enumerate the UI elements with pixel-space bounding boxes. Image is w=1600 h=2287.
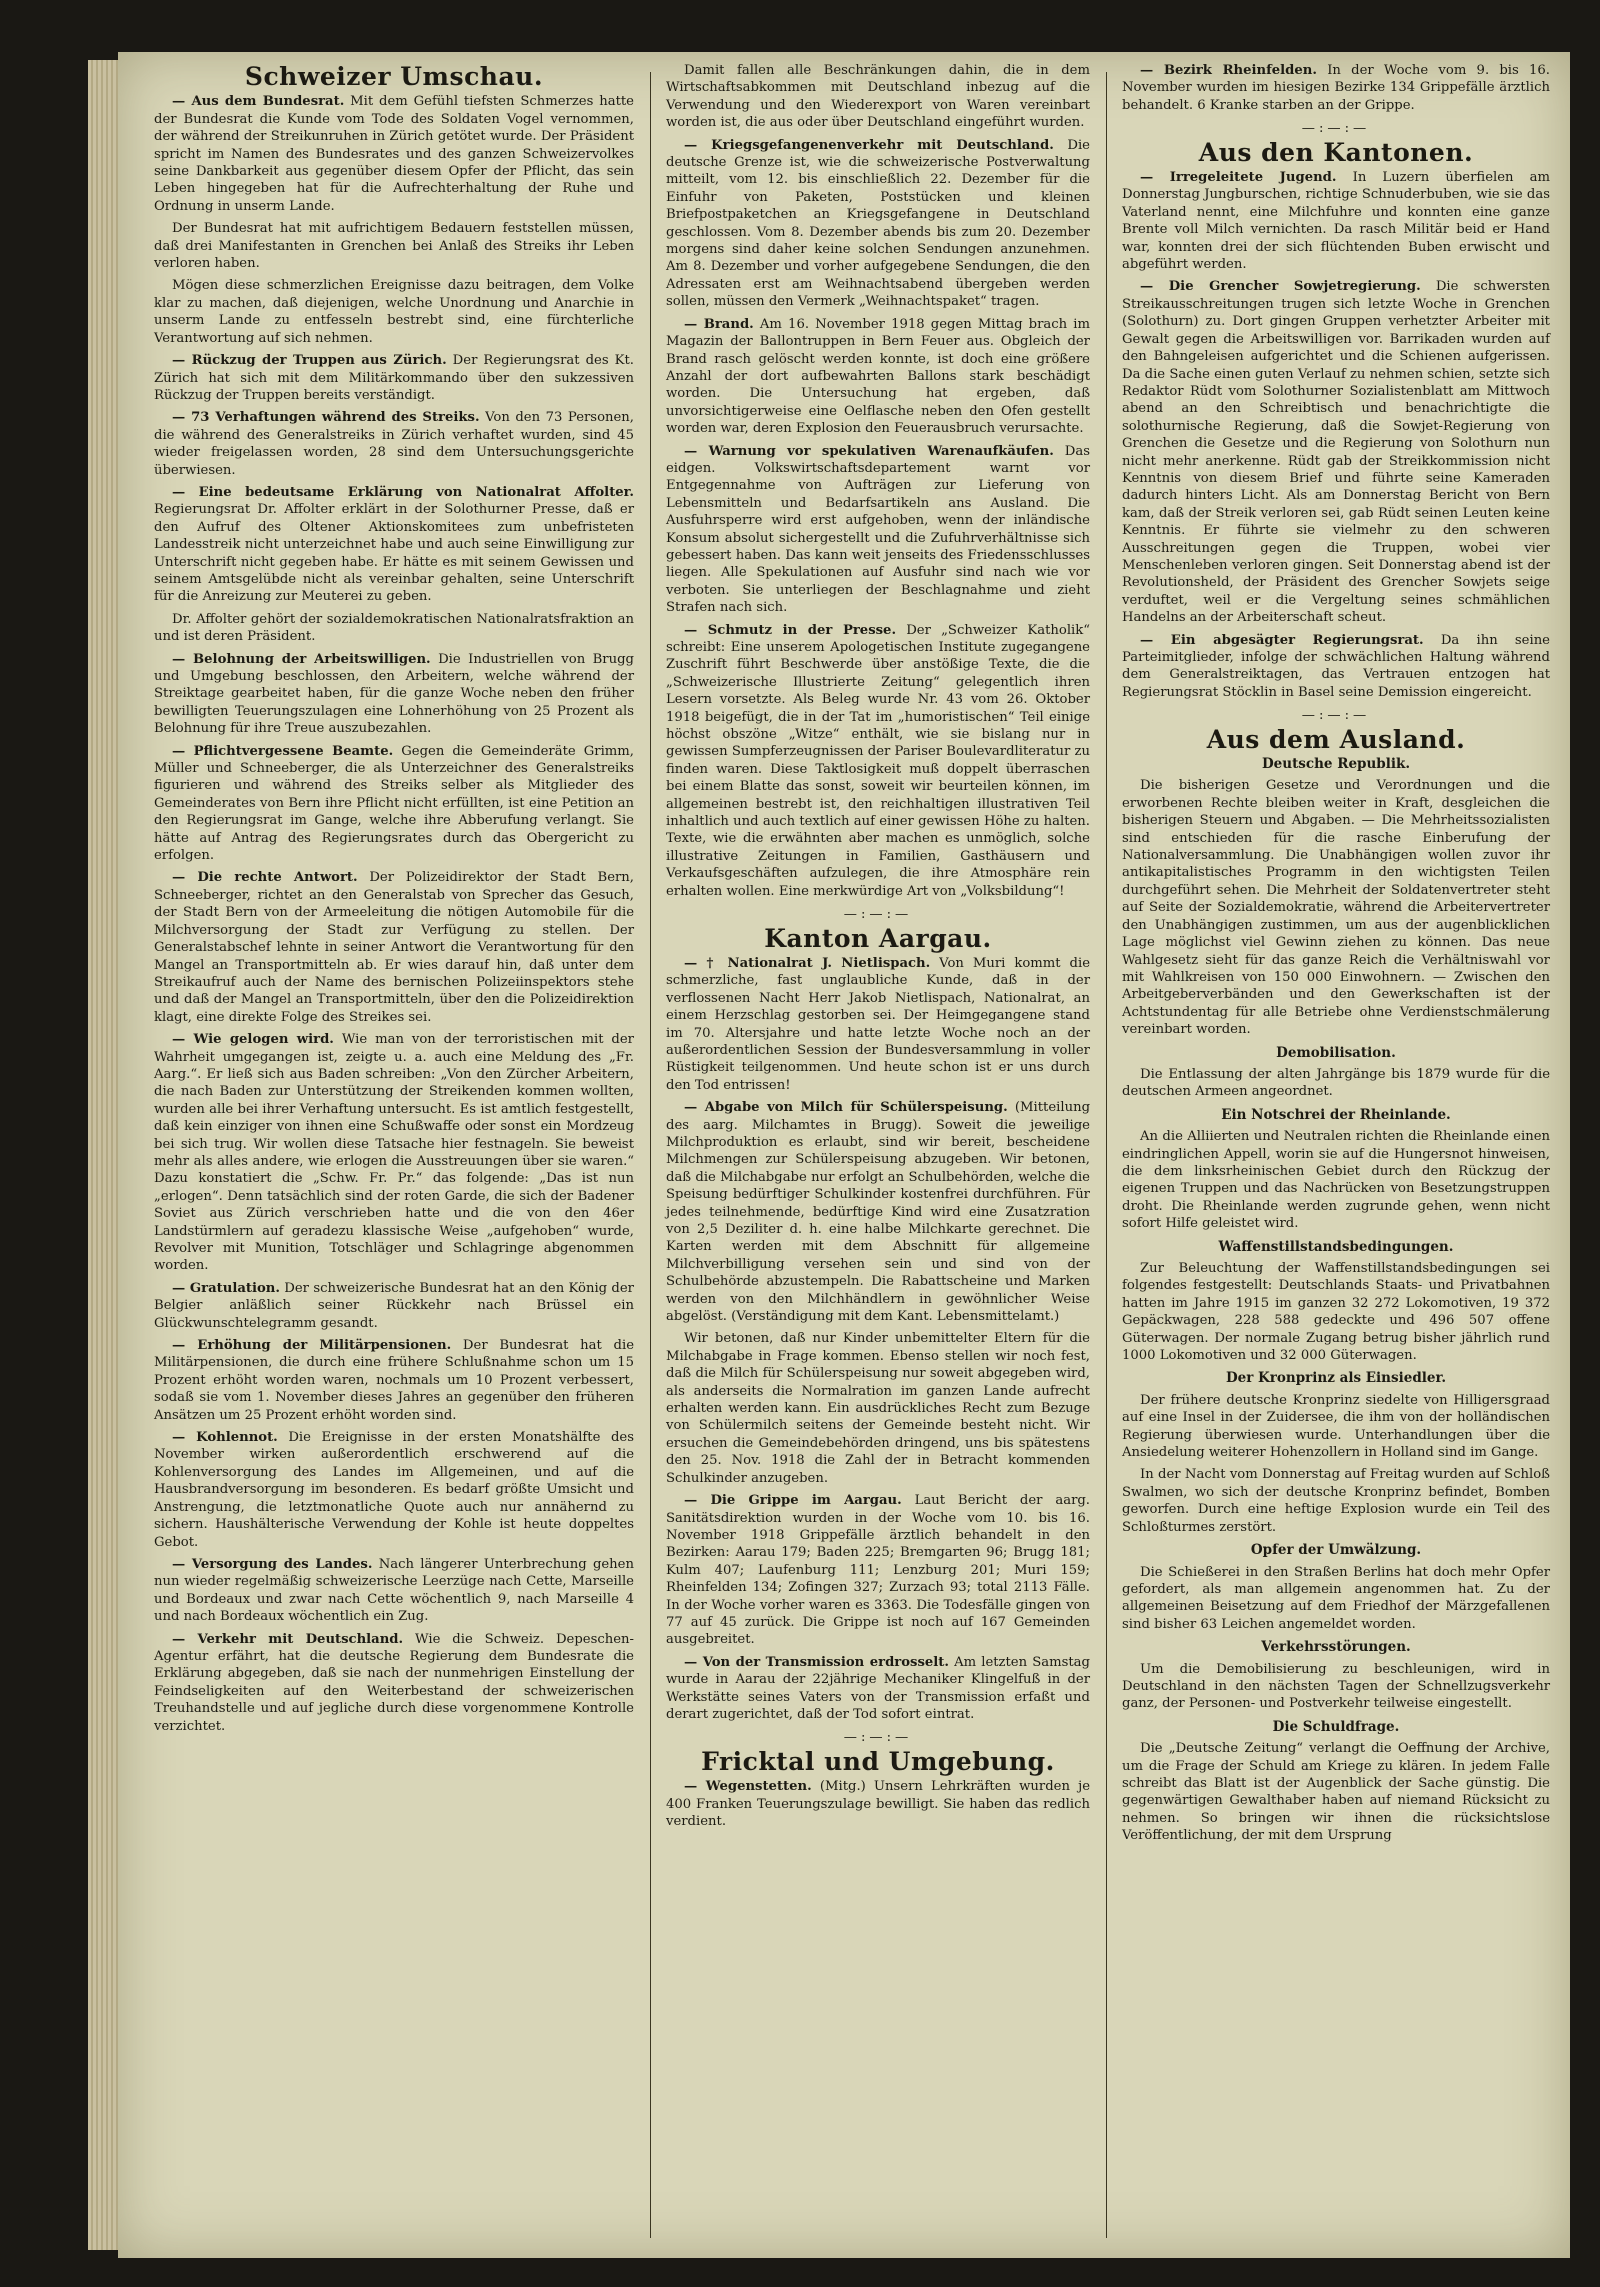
article-lead: — Verkehr mit Deutschland. [172,1631,404,1647]
article-paragraph [154,484,634,606]
article-paragraph [154,277,634,347]
subheading: Verkehrsstörungen. [1261,1639,1411,1656]
subheading: Waffenstillstandsbedingungen. [1218,1238,1454,1255]
article-paragraph [666,1654,1090,1724]
column-rule [650,72,651,2238]
article-lead: — Versorgung des Landes. [172,1556,373,1572]
article-text: Der frühere deutsche Kronprinz siedelte von Hilligersgraad auf eine Insel in der Zuidersee, die ihm von der holländischen Regierung überwiesen wurde. Unterhandlungen über die Ansiedelung weiterer Hohenzollern in Holland sind im Gange. [1122,1392,1550,1461]
article-text: Da ihn seine Parteimitglieder, infolge der schwächlichen Haltung während dem Generalstreiktagen, das Vertrauen entzogen hat Regierungsrat Stöcklin in Basel seine Demission eingereicht. [1122,632,1550,700]
article-text: Der Polizeidirektor der Stadt Bern, Schneeberger, richtet an den Generalstab von Sprecher das Gesuch, der Stadt Bern von der Armeeleitung die nötigen Automobile für die Milchversorgung der Stadt zur Verfügung zu stellen. Der Generalstabschef lehnte in seiner Antwort die Verantwortung für den Mangel an Transportmitteln ab. Er wies darauf hin, daß unter dem Streikaufruf auch der Name des bernischen Polizeiinspektors stehe und daß der Mangel an Transportmitteln, über den die Polizeidirektion klagt, eine direkte Folge des Streikes sei. [154,870,634,1025]
article-text: (Mitteilung des aarg. Milchamtes in Brugg). Soweit die jeweilige Milchproduktion es erlaubt, sind wir bereit, bescheidene Milchmengen zur Schülerspeisung abzugeben. Wir betonen, daß die Milchabgabe nur erfolgt an Schulbehörden, welche die Speisung bedürftiger Schulkinder kostenfrei durchführen. Für jedes teilnehmende, bedürftige Kind wird eine Zusatzration von 2,5 Deziliter d. h. eine halbe Milchkarte gerechnet. Die Karten werden mit dem Abschnitt für allgemeine Milchverbilligung versehen sein und sind von der Schulbehörde abzustempeln. Die Rabattscheine und Marken werden von den Milchhändlern in gewöhnlicher Weise abgelöst. (Verständigung mit dem Kant. Lebensmittelamt.) [666,1100,1091,1325]
article-paragraph [666,316,1090,438]
article-paragraph [666,622,1090,901]
article-list [1122,1260,1550,1364]
article-lead: — Warnung vor spekulativen Warenaufkäufen. [684,443,1054,459]
article-text: Wie die Schweiz. Depeschen-Agentur erfährt, hat die deutsche Regierung dem Bundesrate die Erklärung abgegeben, daß sie nach der nunmehrigen Einstellung der Feindseligkeiten auf den Weiterbestand der schweizerischen Treuhandstelle und auf jegliche durch diese vorgenommene Kontrolle verzichtet. [154,1631,634,1734]
article-paragraph [154,869,634,1026]
article-text: In der Nacht vom Donnerstag auf Freitag wurden auf Schloß Swalmen, wo sich der deutsche Kronprinz befindet, Bomben geworfen. Durch eine heftige Explosion wurde ein Teil des Schloßturmes zerstört. [1122,1467,1550,1535]
article-text: Dr. Affolter gehört der sozialdemokratischen Nationalratsfraktion an und ist deren Präsident. [154,611,634,645]
article-paragraph [154,1556,634,1626]
article-list [154,93,634,1735]
subheading: Die Schuldfrage. [1272,1718,1400,1735]
article-paragraph [666,443,1090,617]
article-text: An die Alliierten und Neutralen richten die Rheinlande einen eindringlichen Appell, worin sie auf die Hungersnot hinweisen, die dem linksrheinischen Gebiet durch den Rückzug der eigenen Truppen und das Nachrücken von Besetzungstruppen droht. Die Rheinlande werden zugrunde gehen, wenn nicht sofort Hilfe geleistet wird. [1122,1129,1550,1232]
separator: —:—:— [1301,121,1371,137]
article-list [1122,1066,1550,1101]
article-text: Regierungsrat Dr. Affolter erklärt in der Solothurner Presse, daß er den Aufruf des Oltener Aktionskomitees zum unbefristeten Landesstreik nicht unterzeichnet habe und auch seine Einwilligung zur Unterschrift nicht gegeben habe. Er hätte es mit seinem Gewissen und seinem Amtsgelübde nicht als vereinbar gehalten, seine Unterschrift für die Anreizung zur Meuterei zu geben. [154,502,634,605]
article-paragraph [666,1778,1090,1830]
article-text: Um die Demobilisierung zu beschleunigen, wird in Deutschland in den nächsten Tagen der Schnellzugsverkehr ganz, der Personen- und Postverkehr teilweise eingestellt. [1122,1661,1550,1712]
column-1 [154,62,634,1740]
article-paragraph [154,93,634,215]
article-lead: — Wie gelogen wird. [172,1032,334,1048]
article-list [1122,169,1550,701]
article-text: Mit dem Gefühl tiefsten Schmerzes hatte der Bundesrat die Kunde vom Tode des Soldaten Vogel vernommen, der während der Streikunruhen in Zürich getötet wurde. Der Präsident spricht im Namen des Bundesrates und des ganzen Schweizervolkes seine Dankbarkeit aus gegenüber diesem Opfer der Pflicht, das sein Leben hingegeben hat für die Aufrechterhaltung der Ruhe und Ordnung in unserm Lande. [154,94,634,214]
article-text: Wir betonen, daß nur Kinder unbemittelter Eltern für die Milchabgabe in Frage kommen. Ebenso stellen wir noch fest, daß die Milch für Schülerspeisung nur soweit abgegeben wird, als anderseits die Normalration im ganzen Lande aufrecht erhalten werden kann. Ein ausdrückliches Recht zum Bezuge von Schülermilch seitens der Gemeinde besteht nicht. Wir ersuchen die Gemeindebehörden dringend, uns bis spätestens den 25. Nov. 1918 die Zahl der in Betracht kommenden Schulkinder anzugeben. [666,1331,1090,1486]
article-text: Die deutsche Grenze ist, wie die schweizerische Postverwaltung mitteilt, vom 12. bis einschließlich 22. Dezember für die Einfuhr von Paketen, Poststücken und kleinen Briefpostpaketchen an Kriegsgefangene in Deutschland geschlossen. Vom 8. Dezember abends bis zum 20. Dezember morgens sind daher keine solchen Sendungen anzunehmen. Am 8. Dezember und vorher aufgegebene Sendungen, die den Adressaten erst am Weihnachtsabend übergeben werden sollen, müssen den Vermerk „Weihnachtspaket“ tragen. [666,137,1090,310]
section-heading: Aus den Kantonen. [1198,137,1474,167]
article-lead: — Die rechte Antwort. [172,870,358,886]
article-text: Die „Deutsche Zeitung“ verlangt die Oeffnung der Archive, um die Frage der Schuld am Kriege zu klären. In jedem Falle schreibt das Blatt ist der Augenblick der Sache günstig. Die gegenwärtigen Gewalthaber haben auf niemand Rücksicht zu nehmen. So bringen wir ihnen die rücksichtslose Veröffentlichung, der mit dem Ursprung [1122,1741,1550,1844]
article-paragraph [1122,777,1550,1038]
article-lead: — Erhöhung der Militärpensionen. [172,1338,452,1354]
article-text: Mögen diese schmerzlichen Ereignisse dazu beitragen, dem Volke klar zu machen, daß diejenigen, welche Unordnung und Anarchie in unserm Lande zu entfesseln bestrebt sind, eine fürchterliche Verantwortung auf sich nehmen. [154,278,634,346]
article-list [1122,777,1550,1038]
article-text: (Mitg.) Unsern Lehrkräften wurden je 400 Franken Teuerungszulage bewilligt. Sie haben das redlich verdient. [666,1779,1090,1829]
article-list [666,955,1090,1723]
section-heading: Schweizer Umschau. [244,62,544,91]
article-text: Der schweizerische Bundesrat hat an den König der Belgier anläßlich seiner Rückkehr nach Brüssel ein Glückwunschtelegramm gesandt. [154,1280,634,1331]
article-paragraph [154,1429,634,1551]
article-list [1122,1740,1550,1844]
article-lead: — Ein abgesägter Regierungsrat. [1140,632,1424,648]
article-paragraph [154,409,634,479]
article-text: Der Bundesrat hat die Militärpensionen, die durch eine frühere Schlußnahme schon um 15 Prozent erhöht worden waren, nochmals um 10 Prozent verbessert, sodaß sie vom 1. November dieses Jahres an gegenüber den früheren Ansätzen um 25 Prozent erhöht worden sind. [154,1338,635,1423]
article-paragraph [1122,1066,1550,1101]
article-paragraph [1122,632,1550,702]
article-text: Von Muri kommt die schmerzliche, fast unglaubliche Kunde, daß in der verflossenen Nacht Herr Jakob Nietlispach, Nationalrat, an einem Herzschlag gestorben sei. Der Heimgegangene stand im 70. Altersjahre und hatte letzte Woche noch an der außerordentlichen Session der Bundesversammlung in voller Rüstigkeit teilgenommen. Und heute schon ist er uns durch den Tod entrissen! [666,955,1090,1093]
article-lead: — Bezirk Rheinfelden. [1140,63,1317,78]
article-text: Die Entlassung der alten Jahrgänge bis 1879 wurde für die deutschen Armeen angeordnet. [1122,1066,1550,1100]
article-paragraph [666,1099,1090,1325]
article-lead: — Pflichtvergessene Beamte. [172,743,394,759]
article-paragraph [154,1031,634,1275]
article-paragraph [154,651,634,738]
article-lead: — Kriegsgefangenenverkehr mit Deutschland. [684,137,1054,153]
article-text: Zur Beleuchtung der Waffenstillstandsbedingungen sei folgendes festgestellt: Deutschlands Staats- und Privatbahnen hatten im Jahre 1915 im ganzen 32 272 Lokomotiven, 19 372 Gepäckwagen, 228 588 gedeckte und 496 507 offene Güterwagen. Der normale Zugang betrug bisher jährlich rund 1000 Lokomotiven und 32 000 Güterwagen. [1122,1261,1550,1364]
article-paragraph [154,611,634,646]
article-list [1122,1564,1550,1634]
article-text: Das eidgen. Volkswirtschaftsdepartement warnt vor Entgegennahme von Aufträgen zur Lieferung von Lebensmitteln und Bedarfsartikeln ans Ausland. Die Ausfuhrsperre wird erst aufgehoben, wenn der inländische Konsum absolut sichergestellt und die Zufuhrverhältnisse sich gebessert haben. Das kann weit jenseits des Friedensschlusses liegen. Alle Spekulationen auf Ausfuhr sind nach wie vor verboten. Sie unterliegen der Beschlagnahme und zieht Strafen nach sich. [666,443,1090,616]
article-paragraph [154,352,634,404]
article-lead: — Brand. [684,316,754,332]
article-paragraph [1122,1661,1550,1713]
article-list [1122,62,1550,114]
column-2 [666,62,1090,1835]
article-text: Der Regierungsrat des Kt. Zürich hat sich mit dem Militärkommando über den sukzessiven Rückzug der Truppen bereits verständigt. [154,353,634,403]
separator: —:—:— [1301,708,1371,724]
article-paragraph [154,220,634,272]
article-text: Von den 73 Personen, die während des Generalstreiks in Zürich verhaftet wurden, sind 45 wieder freigelassen worden, 28 sind dem Untersuchungsgerichte überwiesen. [154,410,634,478]
column-rule [1106,72,1107,2238]
article-text: Nach längerer Unterbrechung gehen nun wieder regelmäßig schweizerische Leerzüge nach Cette, Marseille und Bordeaux und zwar nach Cette wöchentlich 9, nach Marseille 4 und nach Bordeaux wöchentlich ein Zug. [154,1556,634,1625]
article-paragraph [1122,169,1550,273]
article-paragraph [154,1631,634,1735]
article-paragraph [666,62,1090,132]
article-paragraph [1122,1260,1550,1364]
article-lead: — Irregeleitete Jugend. [1140,170,1337,186]
article-lead: — Die Grencher Sowjetregierung. [1140,279,1421,295]
subheading: Opfer der Umwälzung. [1250,1542,1422,1559]
article-paragraph [1122,62,1550,114]
article-paragraph [1122,1564,1550,1634]
article-lead: — Belohnung der Arbeitswilligen. [172,651,431,667]
article-paragraph [666,955,1090,1094]
section-heading: Aus dem Ausland. [1206,724,1466,754]
article-paragraph [154,743,634,865]
subheading: Deutsche Republik. [1261,756,1411,773]
article-list [666,62,1090,900]
column-3 [1122,62,1550,1850]
article-paragraph [1122,1466,1550,1536]
subheading: Ein Notschrei der Rheinlande. [1221,1106,1451,1123]
article-lead: — Die Grippe im Aargau. [684,1493,902,1509]
article-text: Die Industriellen von Brugg und Umgebung beschlossen, den Arbeitern, welche während der Streiktage gearbeitet haben, für die ganze Woche neben den früher bewilligten Teuerungszulagen eine Lohnerhöhung von 25 Prozent als Belohnung für ihre Treue auszubezahlen. [154,651,634,737]
article-paragraph [666,1330,1090,1487]
article-text: Die schwersten Streikausschreitungen trugen sich letzte Woche in Grenchen (Solothurn) zu. Dort gingen Gruppen verhetzter Arbeiter mit Gewalt gegen die Arbeitswilligen vor. Barrikaden wurden auf den Bahngeleisen aufgerichtet und die Schienen aufgerissen. Da die Sache einen guten Verlauf zu nehmen schien, setzte sich Redaktor Rüdt vom Solothurner Sozialistenblatt am Mittwoch abend an den Schreibtisch und benachrichtigte die solothurnische Regierung, daß die Sowjet-Regierung von Grenchen die Gesetze und die Regierung von Solothurn nun nicht mehr anerkenne. Rüdt gab der Streikkommission nicht Kenntnis von diesem Brief und führte seine Kameraden dadurch hinters Licht. Als am Donnerstag Bericht von Bern kam, daß der Streik verloren sei, gab Rüdt seinen Leuten keine Kenntnis. Er führte sie vielmehr zu den schweren Ausschreitungen gegen die Truppen, wobei vier Menschenleben verloren gingen. Seit Donnerstag abend ist der Revolutionsheld, der Präsident des Grencher Sowjets seige verduftet, weil er die Vergeltung seines schmählichen Handelns an der Arbeiterschaft scheut. [1122,279,1550,626]
article-lead: — † Nationalrat J. Nietlispach. [684,955,931,971]
article-paragraph [1122,278,1550,626]
subheading: Demobilisation. [1276,1044,1396,1061]
article-text: In der Woche vom 9. bis 16. November wurden im hiesigen Bezirke 134 Grippefälle ärztlich behandelt. 6 Kranke starben an der Grippe. [1122,63,1550,113]
article-list [1122,1661,1550,1713]
article-lead: — Gratulation. [172,1280,280,1296]
article-paragraph [666,137,1090,311]
article-lead: — Aus dem Bundesrat. [172,94,345,110]
article-paragraph [666,1492,1090,1649]
article-lead: — Schmutz in der Presse. [684,622,897,638]
separator: —:—:— [843,907,913,923]
newspaper-page [118,52,1570,2258]
section-heading: Fricktal und Umgebung. [701,1746,1055,1776]
article-paragraph [1122,1392,1550,1462]
article-paragraph [154,1280,634,1332]
separator: —:—:— [843,1730,913,1746]
article-text: Der „Schweizer Katholik“ schreibt: Eine unserem Apologetischen Institute zugegangene Zuschrift führt Beschwerde über anstößige Texte, die die „Schweizerische Illustrierte Zeitung“ gelegentlich ihren Lesern vorsetzte. Als Beleg wurde Nr. 43 vom 26. Oktober 1918 beigefügt, die in der Tat im „humoristischen“ Teil einige höchst obszöne „Witze“ enthält, wie sie bislang nur in gewissen Sumpferzeugnissen der Pariser Boulevardliteratur zu finden waren. Diese Taktlosigkeit muß doppelt überraschen bei einem Blatte das sonst, soweit wir beurteilen können, im allgemeinen bestrebt ist, den reichhaltigen illustrativen Teil inhaltlich und auch textlich auf einer gewissen Höhe zu halten. Texte, wie die erwähnten aber machen es unmöglich, solche illustrative Zeitungen in Familien, Gasthäusern und Verkaufsgeschäften aufzulegen, die ihre Atmosphäre rein erhalten wollen. Eine merkwürdige Art von „Volksbildung“! [666,622,1090,899]
article-lead: — Kohlennot. [172,1430,278,1446]
article-lead: — 73 Verhaftungen während des Streiks. [172,410,480,426]
article-paragraph [1122,1740,1550,1844]
article-paragraph [154,1337,634,1424]
article-text: Laut Bericht der aarg. Sanitätsdirektion wurden in der Woche vom 10. bis 16. November 1918 Grippefälle ärztlich behandelt in den Bezirken: Aarau 179; Baden 225; Bremgarten 96; Brugg 181; Kulm 407; Laufenburg 111; Lenzburg 201; Muri 159; Rheinfelden 134; Zofingen 327; Zurzach 93; total 2113 Fälle. In der Woche vorher waren es 3363. Die Todesfälle gingen von 77 auf 45 zurück. Die Grippe ist noch auf 167 Gemeinden ausgebreitet. [666,1493,1091,1648]
article-text: Die bisherigen Gesetze und Verordnungen und die erworbenen Rechte bleiben weiter in Kraft, desgleichen die bisherigen Steuern und Abgaben. — Die Mehrheitssozialisten sind entschieden für die rasche Einberufung der Nationalversammlung. Die Unabhängigen wollen zuvor ihr antikapitalistisches Programm in den wichtigsten Teilen durchgeführt sehen. Die Mehrheit der Soldatenvertreter steht auf Seite der Sozialdemokratie, während die Arbeitervertreter den Unabhängigen zustimmen, um aus der augenblicklichen Lage möglichst viel Gewinn ziehen zu können. Das neue Wahlgesetz sieht für das ganze Reich die Verhältniswahl vor mit Wahlkreisen von 150 000 Einwohnern. — Zwischen den Arbeitgeberverbänden und den Gewerkschaften ist der Achtstundentag für alle Betriebe ohne Verdienstschmälerung vereinbart worden. [1122,778,1550,1038]
article-list [1122,1392,1550,1536]
article-text: Am 16. November 1918 gegen Mittag brach im Magazin der Ballontruppen in Bern Feuer aus. Obgleich der Brand rasch gelöscht werden konnte, ist doch eine größere Anzahl der dort aufbewahrten Ballons stark beschädigt worden. Die Untersuchung hat ergeben, daß unvorsichtigerweise eine Oelflasche neben den Ofen gestellt worden war, deren Explosion den Feuerausbruch verursachte. [666,316,1090,437]
article-text: Damit fallen alle Beschränkungen dahin, die in dem Wirtschaftsabkommen mit Deutschland inbezug auf die Verwendung und den Wiederexport von Waren vereinbart worden ist, die aus oder über Deutschland eingeführt wurden. [666,63,1090,131]
subheading: Der Kronprinz als Einsiedler. [1225,1370,1447,1387]
article-paragraph [1122,1128,1550,1232]
article-text: Am letzten Samstag wurde in Aarau der 22jährige Mechaniker Klingelfuß in der Werkstätte seines Vaters von der Transmission erfaßt und derart zugerichtet, daß der Tod sofort eintrat. [666,1654,1090,1722]
article-lead: — Von der Transmission erdrosselt. [684,1654,949,1670]
article-lead: — Eine bedeutsame Erklärung von Nationalrat Affolter. [172,484,634,500]
article-text: In Luzern überfielen am Donnerstag Jungburschen, richtige Schnuderbuben, wie sie das Vaterland nennt, eine Milchfuhre und konnten eine ganze Brente voll Milch vernichten. Da rasch Militär beid er Hand war, konnten drei der sich flüchtenden Buben erwischt und abgeführt werden. [1122,170,1550,273]
article-text: Die Ereignisse in der ersten Monatshälfte des November wirken außerordentlich erschwerend auf die Kohlenversorgung des Landes im Allgemeinen, und auf die Hausbrandversorgung im besonderen. Es bedarf größte Umsicht und Anstrengung, die letztmonatliche Quote auch nur annähernd zu sichern. Haushälterische Verwendung der Kohle ist heute doppeltes Gebot. [154,1430,635,1550]
article-lead: — Abgabe von Milch für Schülerspeisung. [684,1100,1008,1116]
section-heading: Kanton Aargau. [764,923,992,953]
article-lead: — Rückzug der Truppen aus Zürich. [172,353,447,369]
article-text: Die Schießerei in den Straßen Berlins hat doch mehr Opfer gefordert, als man allgemein angenommen hat. Zu der allgemeinen Beisetzung auf dem Friedhof der Märzgefallenen sind bisher 63 Leichen angemeldet worden. [1122,1564,1550,1632]
article-text: Wie man von der terroristischen mit der Wahrheit umgegangen ist, zeigte u. a. auch eine Meldung des „Fr. Aarg.“. Er ließ sich aus Baden schreiben: „Von den Zürcher Arbeitern, die nach Baden zur Unterstützung der Streikenden kommen wollten, wurden alle bei ihrer Verhaftung untersucht. Es ist amtlich festgestellt, daß kein einziger von ihnen eine Schußwaffe oder sonst ein Mordzeug bei sich trug. Wir wollen diese Tatsache hier festnageln. Sie beweist mehr als alles andere, wie erlogen die Ausstreuungen über sie waren.“ Dazu konstatiert die „Schw. Fr. Pr.“ das folgende: „Das ist nun „erlogen“. Denn tatsächlich sind der roten Garde, die sich der Badener Soviet aus Zürich verschrieben hatte und die von den 46er Landstürmlern auf geradezu klassische Weise „aufgehoben“ wurde, Revolver mit Munition, Totschläger und Schlagringe abgenommen worden. [154,1032,634,1274]
article-list [666,1778,1090,1830]
article-text: Gegen die Gemeinderäte Grimm, Müller und Schneeberger, die als Unterzeichner des Generalstreiks figurieren und während des Streiks selber als Mitglieder des Gemeinderates von Bern ihre Pflicht nicht erfüllten, ist eine Petition an den Regierungsrat im Gange, welche ihre Abberufung verlangt. Sie hätte auf Antrag des Regierungsrates durch das Obergericht zu erfolgen. [154,743,634,864]
article-lead: — Wegenstetten. [684,1779,812,1795]
article-text: Der Bundesrat hat mit aufrichtigem Bedauern feststellen müssen, daß drei Manifestanten in Grenchen bei Anlaß des Streiks ihr Leben verloren haben. [154,221,634,272]
article-list [1122,1128,1550,1232]
